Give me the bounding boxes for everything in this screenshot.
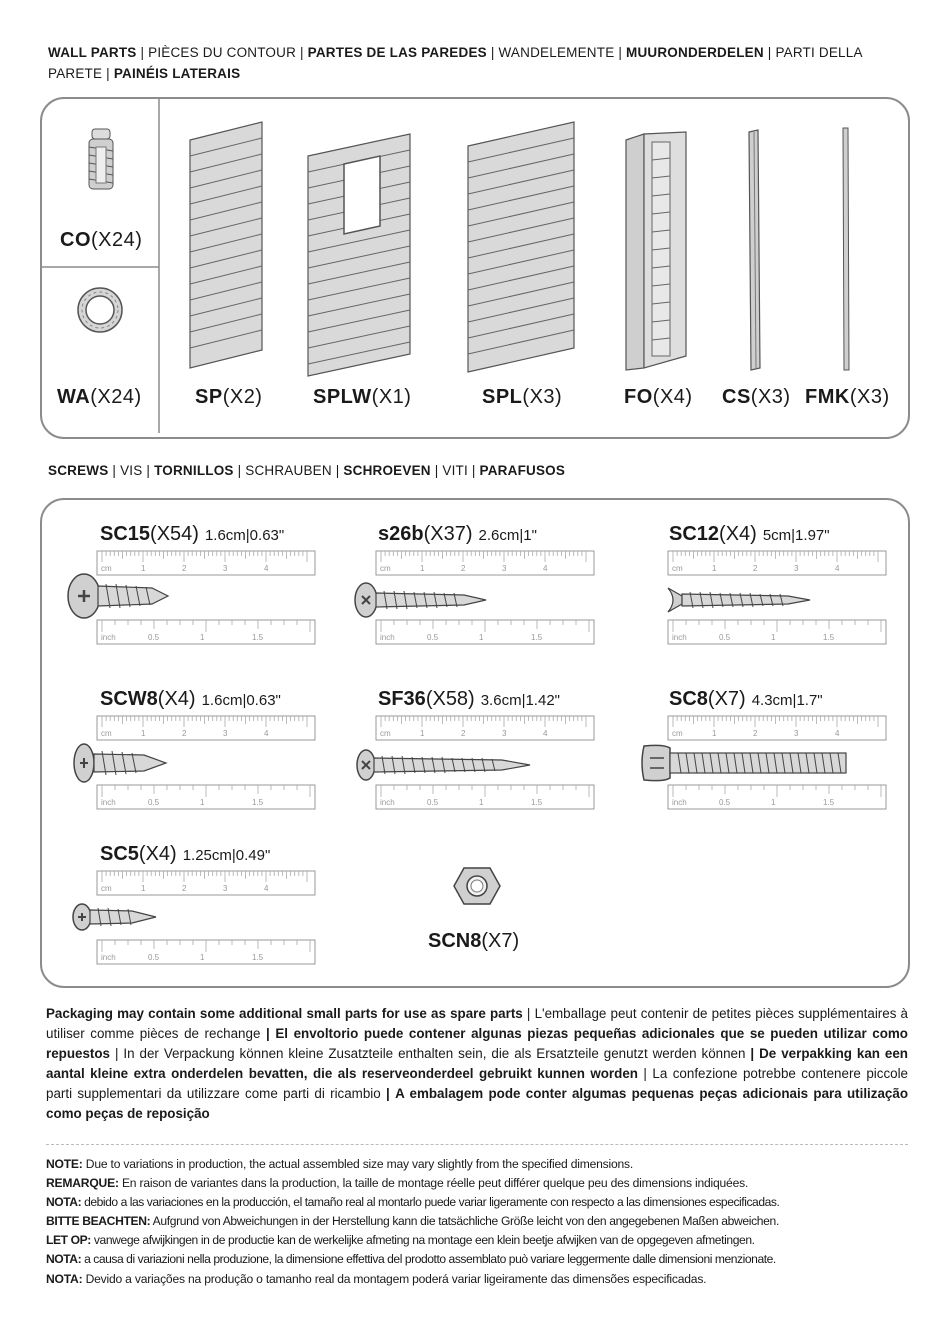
washer-wa-icon (75, 285, 125, 335)
ruler-cm-tick: 1 (141, 884, 146, 893)
ruler-cm-label: cm (101, 884, 112, 893)
ruler-inch-tick: 0.5 (427, 633, 439, 642)
screw-title-sc5: SC5(X4) 1.25cm|0.49" (100, 843, 271, 865)
ruler-cm-tick: 3 (794, 729, 799, 738)
packaging-de: In der Verpackung können kleine Zusatzteile enthalten sein, die als Ersatzteile genutzt werden können (123, 1046, 746, 1061)
screws-heading: SCREWS | VIS | TORNILLOS | SCHRAUBEN | SCHROEVEN | VITI | PARAFUSOS (48, 463, 566, 478)
ruler-cm-tick: 3 (502, 729, 507, 738)
packaging-paragraph: Packaging may contain some additional small parts for use as spare parts | L'emballage peut contenir de petites pièces supplémentaires à utiliser comme pièces de rechange | El envoltorio puede contener algunas piezas pequeñas adicionales que se pueden utilizar como repuestos | In der Verpackung können kleine Zusatzteile enthalten sein, die als Ersatzteile genutzt werden können | De verpakking kan een aantal kleine extra onderdelen bevatten, die als reserveonderdeel gebruikt kunnen worden | La confezione potrebbe contenere piccole parti supplementari da utilizzare come parti di ricambio | A embalagem pode conter algumas pequenas peças adicionais para utilização como peças de reposição (46, 1006, 909, 1121)
packaging-pt: A embalagem pode conter algumas pequenas peças adicionais para utilização como peças de reposição (46, 1086, 908, 1121)
heading-wall-pt: PAINÉIS LATERAIS (113, 66, 241, 81)
screw-s26b-icon (352, 580, 492, 620)
note-pt: NOTA: Devido a variações na produção o tamanho real da montagem poderá variar ligeiramente das dimensões especificadas. (46, 1271, 707, 1286)
screw-sc15-icon (64, 570, 174, 622)
packaging-es: El envoltorio puede contener algunas piezas pequeñas adicionales que se pueden utilizar como repuestos (46, 1026, 908, 1061)
note-en: NOTE: Due to variations in production, the actual assembled size may vary slightly from the specified dimensions. (46, 1157, 634, 1171)
ruler-cm-tick: 4 (264, 884, 269, 893)
ruler-cm-tick: 2 (182, 884, 187, 893)
ruler-cm-tick: 4 (543, 729, 548, 738)
ruler-inch-tick: 1.5 (823, 798, 835, 807)
ruler-cm-tick: 1 (712, 564, 717, 573)
nut-scn8-icon (452, 864, 502, 908)
part-label-splw: SPLW(X1) (313, 386, 412, 408)
note-it: NOTA: a causa di variazioni nella produzione, la dimensione effettiva del prodotto assemblato può variare leggermente dalle dimensioni menzionate. (46, 1252, 776, 1267)
ruler-inch-label: inch (380, 798, 395, 807)
heading-wall-en: WALL PARTS (48, 45, 137, 60)
heading-screws-pt: PARAFUSOS (479, 463, 566, 478)
note-fr: REMARQUE: En raison de variantes dans la production, la taille de montage réelle peut différer quelque peu des dimensions indiquées. (46, 1176, 749, 1191)
ruler-inch-tick: 0.5 (148, 798, 160, 807)
heading-screws-es: TORNILLOS (154, 463, 234, 478)
ruler-cm-label: cm (101, 564, 112, 573)
screw-scw8-icon (70, 740, 170, 786)
heading-screws-de: SCHRAUBEN (245, 463, 332, 478)
ruler-inch-tick: 1 (771, 798, 776, 807)
ruler-cm-tick: 1 (141, 729, 146, 738)
ruler-inch-tick: 1 (200, 953, 205, 962)
panel-sp-icon (188, 120, 266, 370)
ruler-inch-tick: 0.5 (148, 953, 160, 962)
heading-wall-es: PARTES DE LAS PAREDES (307, 45, 487, 60)
ruler-inch-tick: 1.5 (252, 798, 264, 807)
screw-sc8-icon (640, 740, 850, 786)
packaging-fr: L'emballage peut contenir de petites pièces supplémentaires à utiliser comme pièces de rechange (46, 1006, 909, 1041)
screw-sc5-icon (70, 900, 160, 934)
ruler-cm-tick: 1 (712, 729, 717, 738)
ruler-cm-tick: 3 (223, 729, 228, 738)
packaging-en: Packaging may contain some additional small parts for use as spare parts (46, 1006, 523, 1021)
ruler-cm-tick: 4 (543, 564, 548, 573)
ruler-cm-tick: 4 (835, 729, 840, 738)
heading-wall-it: PARTI DELLA PARETE (48, 45, 862, 81)
heading-screws-en: SCREWS (48, 463, 109, 478)
divider (46, 1144, 908, 1145)
ruler-inch-tick: 1.5 (823, 633, 835, 642)
panel-spl-icon (466, 120, 578, 376)
packaging-nl: De verpakking kan een aantal kleine extra onderdelen bevatten, die als reserveonderdeel gebruikt kunnen worden (46, 1046, 908, 1081)
ruler-inch-tick: 1 (479, 633, 484, 642)
ruler-cm-tick: 2 (753, 729, 758, 738)
ruler-cm-tick: 2 (461, 564, 466, 573)
ruler-cm-label: cm (672, 729, 683, 738)
heading-wall-de: WANDELEMENTE (498, 45, 615, 60)
screw-title-scn8: SCN8(X7) (428, 930, 520, 952)
part-label-fo: FO(X4) (624, 386, 693, 408)
screw-sc12-icon (664, 582, 814, 618)
ruler-inch-tick: 1 (200, 633, 205, 642)
screw-title-sf36: SF36(X58) 3.6cm|1.42" (378, 688, 560, 710)
ruler-inch-label: inch (101, 633, 116, 642)
screw-title-sc12: SC12(X4) 5cm|1.97" (669, 523, 830, 545)
part-label-spl: SPL(X3) (482, 386, 563, 408)
ruler-cm-tick: 3 (223, 884, 228, 893)
part-label-sp: SP(X2) (195, 386, 263, 408)
ruler-cm-tick: 2 (182, 564, 187, 573)
connector-co-icon (84, 127, 118, 195)
note-nl: LET OP: vanwege afwijkingen in de productie kan de werkelijke afmeting na montage een klein beetje afwijken van de opgegeven afmetingen. (46, 1233, 755, 1248)
ruler-inch-label: inch (672, 633, 687, 642)
ruler-inch-tick: 0.5 (427, 798, 439, 807)
strip-fmk-icon (840, 126, 852, 372)
ruler-inch-tick: 1 (479, 798, 484, 807)
ruler-cm-tick: 1 (420, 729, 425, 738)
part-label-fmk: FMK(X3) (805, 386, 890, 408)
screw-title-sc15: SC15(X54) 1.6cm|0.63" (100, 523, 285, 545)
screw-title-scw8: SCW8(X4) 1.6cm|0.63" (100, 688, 281, 710)
ruler-cm-tick: 2 (461, 729, 466, 738)
part-label-co: CO(X24) (60, 229, 143, 251)
ruler-inch-tick: 1.5 (531, 633, 543, 642)
ruler-inch-tick: 1.5 (252, 953, 264, 962)
ruler-cm-tick: 2 (182, 729, 187, 738)
ruler-cm-tick: 3 (223, 564, 228, 573)
screw-title-s26b: s26b(X37) 2.6cm|1" (378, 523, 537, 545)
panel-splw-icon (306, 132, 414, 378)
strip-cs-icon (746, 128, 764, 372)
ruler-inch-tick: 1 (200, 798, 205, 807)
ruler-inch-tick: 0.5 (719, 798, 731, 807)
ruler-cm-tick: 3 (794, 564, 799, 573)
ruler-inch-tick: 1.5 (531, 798, 543, 807)
part-label-cs: CS(X3) (722, 386, 791, 408)
ruler-inch-label: inch (101, 798, 116, 807)
heading-screws-nl: SCHROEVEN (343, 463, 431, 478)
ruler-inch-tick: 0.5 (719, 633, 731, 642)
ruler-inch-label: inch (672, 798, 687, 807)
ruler-cm-tick: 1 (141, 564, 146, 573)
ruler-cm-tick: 3 (502, 564, 507, 573)
ruler-inch-label: inch (380, 633, 395, 642)
notes-block (46, 1155, 916, 1289)
ruler-inch-tick: 0.5 (148, 633, 160, 642)
ruler-cm-label: cm (101, 729, 112, 738)
ruler-cm-tick: 4 (835, 564, 840, 573)
ruler-cm-tick: 4 (264, 729, 269, 738)
heading-screws-fr: VIS (120, 463, 143, 478)
screw-title-sc8: SC8(X7) 4.3cm|1.7" (669, 688, 823, 710)
ruler-cm-label: cm (380, 564, 391, 573)
ruler-cm-label: cm (380, 729, 391, 738)
packaging-it: La confezione potrebbe contenere piccole parti supplementari da utilizzare come parti di ricambio (46, 1066, 909, 1101)
note-de: BITTE BEACHTEN: Aufgrund von Abweichungen in der Herstellung kann die tatsächliche Größe leicht von den angegebenen Maßen abweichen. (46, 1214, 779, 1229)
ruler-cm-label: cm (672, 564, 683, 573)
ruler-cm-tick: 1 (420, 564, 425, 573)
wall-parts-heading: WALL PARTS | PIÈCES DU CONTOUR | PARTES DE LAS PAREDES | WANDELEMENTE | MUURONDERDELEN | PARTI DELLA PARETE | PAINÉIS LATERAIS (48, 45, 862, 81)
ruler-inch-tick: 1 (771, 633, 776, 642)
heading-screws-it: VITI (442, 463, 468, 478)
part-label-wa: WA(X24) (57, 386, 142, 408)
ruler-cm-tick: 2 (753, 564, 758, 573)
screw-sf36-icon (354, 746, 534, 784)
heading-wall-nl: MUURONDERDELEN (626, 45, 764, 60)
note-es: NOTA: debido a las variaciones en la producción, el tamaño real al montarlo puede variar ligeramente con respecto a las dimensiones especificadas. (46, 1195, 780, 1210)
corner-fo-icon (622, 130, 690, 374)
ruler-inch-label: inch (101, 953, 116, 962)
heading-wall-fr: PIÈCES DU CONTOUR (148, 45, 297, 60)
ruler-cm-tick: 4 (264, 564, 269, 573)
ruler-inch-tick: 1.5 (252, 633, 264, 642)
